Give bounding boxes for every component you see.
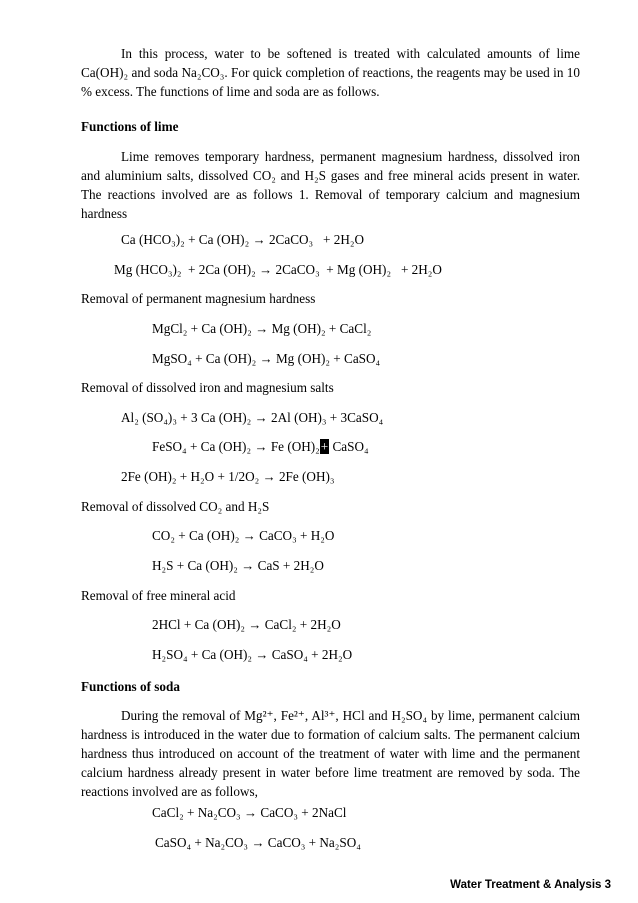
- equation-11: H₂SO₄ + Ca (OH)₂ → CaSO₄ + 2H₂O: [152, 647, 353, 662]
- equation-12: CaCl₂ + Na₂CO₃ → CaCO₃ + 2NaCl: [152, 805, 347, 820]
- label-co2-h2s: Removal of dissolved CO₂ and H₂S: [81, 499, 270, 514]
- label-iron-salts: Removal of dissolved iron and magnesium salts: [81, 380, 334, 395]
- equation-6-right: CaSO₄: [329, 439, 369, 454]
- equation-7: 2Fe (OH)₂ + H₂O + 1/2O₂ → 2Fe (OH)₃: [121, 469, 335, 484]
- equation-6: [152, 437, 369, 456]
- equation-6-left: FeSO₄ + Ca (OH)₂ → Fe (OH)₂: [152, 439, 320, 454]
- highlighted-plus-sign: +: [320, 439, 329, 454]
- soda-heading: Functions of soda: [81, 679, 180, 694]
- label-mineral-acid: Removal of free mineral acid: [81, 588, 236, 603]
- lime-paragraph: Lime removes temporary hardness, permanent magnesium hardness, dissolved iron and aluminium salts, dissolved CO₂ and H₂S gases and free mineral acids present in water. The reactions involved are as follows 1. Removal of temporary calcium and magnesium hardness: [81, 149, 580, 221]
- intro-paragraph: In this process, water to be softened is treated with calculated amounts of lime Ca(OH)₂ and soda Na₂CO₃. For quick completion of reactions, the reagents may be used in 10 % excess. The functions of lime and soda are as follows.: [81, 46, 580, 99]
- equation-5: Al₂ (SO₄)₃ + 3 Ca (OH)₂ → 2Al (OH)₃ + 3CaSO₄: [121, 410, 384, 425]
- equation-10: 2HCl + Ca (OH)₂ → CaCl₂ + 2H₂O: [152, 617, 341, 632]
- equation-9: H₂S + Ca (OH)₂ → CaS + 2H₂O: [152, 558, 324, 573]
- equation-8: CO₂ + Ca (OH)₂ → CaCO₃ + H₂O: [152, 528, 335, 543]
- soda-paragraph: During the removal of Mg²⁺, Fe²⁺, Al³⁺, HCl and H₂SO₄ by lime, permanent calcium hardness is introduced in the water due to formation of calcium salts. The permanent calcium hardness thus introduced on account of the treatment of water with lime and the permanent calcium hardness already present in water before lime treatment are removed by soda. The reactions involved are as follows,: [81, 708, 580, 799]
- equation-2: Mg (HCO₃)₂ + 2Ca (OH)₂ → 2CaCO₃ + Mg (OH)₂ + 2H₂O: [114, 262, 442, 277]
- equation-13: CaSO₄ + Na₂CO₃ → CaCO₃ + Na₂SO₄: [155, 835, 361, 850]
- lime-heading: Functions of lime: [81, 119, 179, 134]
- equation-4: MgSO₄ + Ca (OH)₂ → Mg (OH)₂ + CaSO₄: [152, 351, 381, 366]
- equation-3: MgCl₂ + Ca (OH)₂ → Mg (OH)₂ + CaCl₂: [152, 321, 372, 336]
- page-footer: Water Treatment & Analysis 3: [450, 879, 611, 891]
- label-permanent-magnesium: Removal of permanent magnesium hardness: [81, 291, 316, 306]
- equation-1: Ca (HCO₃)₂ + Ca (OH)₂ → 2CaCO₃ + 2H₂O: [121, 232, 364, 247]
